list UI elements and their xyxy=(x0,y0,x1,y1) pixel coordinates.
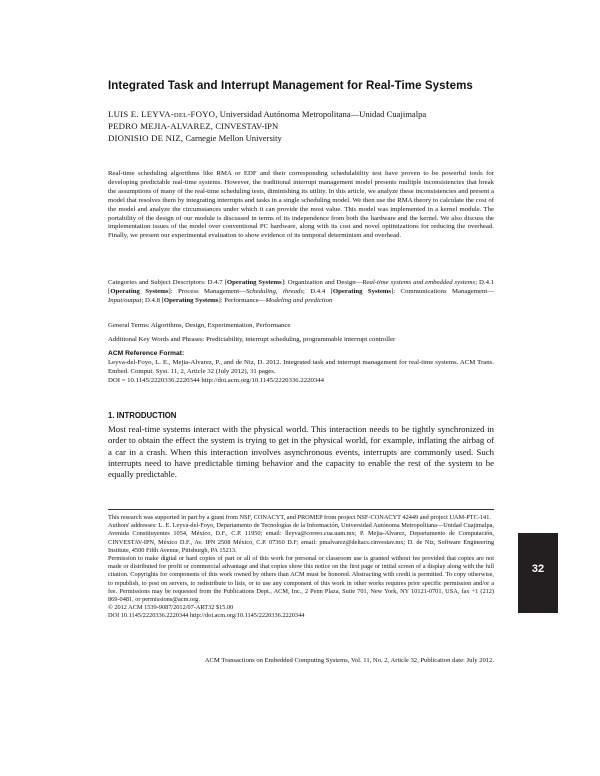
author-line xyxy=(108,133,508,144)
keywords: Additional Key Words and Phrases: Predictability, interrupt scheduling, programmable interrupt controller xyxy=(108,336,396,343)
footnotes xyxy=(108,514,494,621)
author-name: LUIS E. LEYVA-DEL-FOYO, xyxy=(108,109,218,119)
author-affiliation: Universidad Autónoma Metropolitana—Unidad Cuajimalpa xyxy=(219,109,427,119)
section-heading: 1. INTRODUCTION xyxy=(108,411,177,420)
article-number-tab xyxy=(518,533,558,613)
author-affiliation: CINVESTAV-IPN xyxy=(215,121,279,132)
footnote-divider xyxy=(108,509,494,510)
footnote-doi: DOI 10.1145/2220336.2220344 http://doi.acm.org/10.1145/2220336.2220344 xyxy=(108,612,305,620)
categories-descriptors: Categories and Subject Descriptors: D.4.7 [Operating Systems]: Organization and Design—Real-time systems and embedded systems; D.4.1 [Operating Systems]: Process Management—Scheduling, threads; D.4.4 [Operating Systems]: Communications Management—Input/output; D.4.8 [Operating Systems]: Performance—Modeling and prediction xyxy=(108,279,495,304)
introduction-text: Most real-time systems interact with the physical world. This interaction needs to be tightly synchronized in order to obtain the effect the system is trying to get in the physical world, for example, inflating the airbag of a car in a crash. When this interaction involves asynchronous events, interrupts are commonly used. Such interrupts need to have predictable timing behavior and the capacity to enable the rest of the system to be equally predictable. xyxy=(108,424,494,480)
reference-doi: DOI = 10.1145/2220336.2220344 http://doi.acm.org/10.1145/2220336.2220344 xyxy=(108,376,324,384)
author-block xyxy=(108,109,508,144)
funding-note: This research was supported in part by a grant from NSF, CONACYT, and PROMEP from project NSF-CONACYT 42449 and project UAM-PTC-141. xyxy=(108,514,491,521)
reference-heading: ACM Reference Format: xyxy=(108,350,185,357)
copyright-line: © 2012 ACM 1539-9087/2012/07-ART32 $15.00 xyxy=(108,604,234,612)
author-name: PEDRO MEJIA-ALVAREZ, xyxy=(108,121,214,132)
author-affiliation: Carnegie Mellon University xyxy=(185,132,282,143)
author-line xyxy=(108,109,508,121)
paper-title: Integrated Task and Interrupt Management for Real-Time Systems xyxy=(108,80,473,92)
abstract: Real-time scheduling algorithms like RMA or EDF and their corresponding schedulability test have proven to be powerful tools for developing predictable real-time systems. However, the traditional interrupt management model presents multiple inconsistencies that break the assumptions of many of the real-time scheduling tests, diminishing its utility. In this article, we analyze these inconsistencies and present a model that resolves them by integrating interrupts and tasks in a single scheduling model. We then use the RMA theory to calculate the cost of the model and analyze the circumstances under which it can provide the most value. This model was implemented in a kernel module. The portability of the design of our module is discussed in terms of its independence from both the hardware and the kernel. We also discuss the implementation issues of the model over conventional PC hardware, along with its cost and novel optimizations for reducing the overhead. Finally, we present our experimental evaluation to show evidence of its temporal determinism and overhead. xyxy=(108,170,494,240)
reference-text: Leyva-del-Foyo, L. E., Mejia-Alvarez, P., and de Niz, D. 2012. Integrated task and interrupt management for real-time systems. ACM Trans. Embed. Comput. Syst. 11, 2, Article 32 (July 2012), 31 pages. xyxy=(108,358,494,375)
article-number: 32 xyxy=(531,563,545,575)
author-line xyxy=(108,121,508,132)
author-addresses: Authors' addresses: L. E. Leyva-del-Foyo, Departamento de Tecnologías de la Información, Universidad Autónoma Metropolitana—Unidad Cuajimalpa, Avenida Constituyentes 1054, México, D.F., C.P. 11950; email: lleyva@correo.cua.uam.mx; P. Mejia-Alvarez, Departamento de Computación, CINVESTAV-IPN, México D.F., Av. IPN 2508 México, C.P. 07360 D.F; email: pmalvarez@deltacs.cinvestav.mx; D. de Niz, Software Engineering Institute, 4500 Fifth Avenue, Pittsburgh, PA 15213. xyxy=(108,522,494,554)
general-terms: General Terms: Algorithms, Design, Experimentation, Performance xyxy=(108,322,291,329)
running-footer: ACM Transactions on Embedded Computing Systems, Vol. 11, No. 2, Article 32, Publication date: July 2012. xyxy=(204,657,494,664)
permission-notice: Permission to make digital or hard copies of part or all of this work for personal or classroom use is granted without fee provided that copies are not made or distributed for profit or commercial advantage and that copies show this notice on the first page or initial screen of a display along with the full citation. Copyrights for components of this work owned by others than ACM must be honored. Abstracting with credit is permitted. To copy otherwise, to republish, to post on servers, to redistribute to lists, or to use any component of this work in other works requires prior specific permission and/or a fee. Permissions may be requested from the Publications Dept., ACM, Inc., 2 Penn Plaza, Suite 701, New York, NY 10121-0701, USA, fax +1 (212) 869-0481, or permissions@acm.org. xyxy=(108,555,494,604)
author-name: DIONISIO DE NIZ, xyxy=(108,132,184,143)
acm-reference xyxy=(108,350,494,386)
